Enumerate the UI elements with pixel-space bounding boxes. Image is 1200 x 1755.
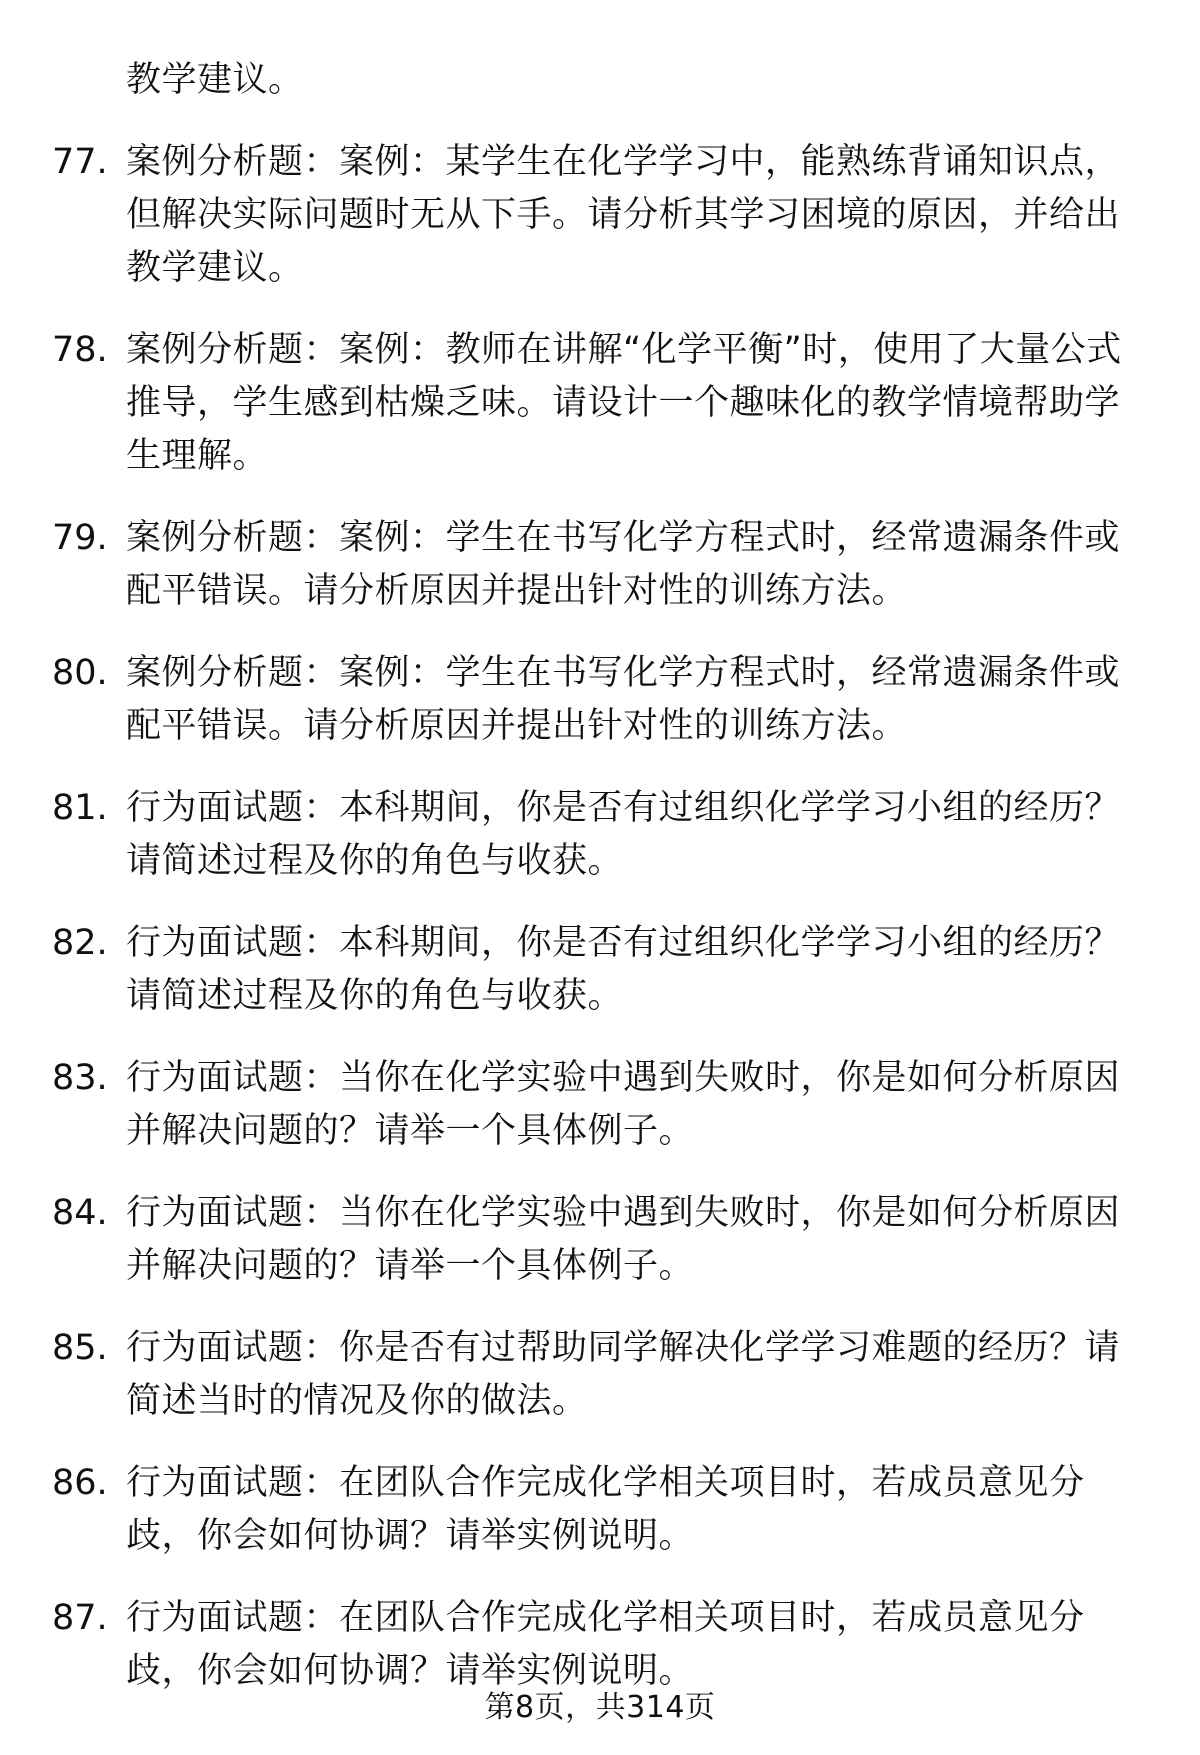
question-text: 案例分析题：案例：某学生在化学学习中，能熟练背诵知识点，但解决实际问题时无从下手。请分析其学习困境的原因，并给出教学建议。 — [126, 142, 1121, 288]
question-item — [52, 136, 1152, 295]
question-number: 80. — [52, 653, 108, 693]
question-number: 86. — [52, 1463, 108, 1503]
question-item — [52, 1592, 1152, 1698]
question-text: 行为面试题：本科期间，你是否有过组织化学学习小组的经历？请简述过程及你的角色与收获。 — [126, 923, 1121, 1016]
question-item — [52, 1187, 1152, 1293]
question-number: 85. — [52, 1328, 108, 1368]
question-list — [52, 54, 1152, 1698]
question-number: 82. — [52, 923, 108, 963]
question-item — [52, 782, 1152, 888]
question-text: 案例分析题：案例：教师在讲解“化学平衡”时，使用了大量公式推导，学生感到枯燥乏味。请设计一个趣味化的教学情境帮助学生理解。 — [126, 330, 1122, 476]
question-item — [52, 1052, 1152, 1158]
question-number: 77. — [52, 142, 108, 182]
question-number: 87. — [52, 1598, 108, 1638]
question-item — [52, 1322, 1152, 1428]
question-number: 78. — [52, 330, 108, 370]
question-text: 行为面试题：当你在化学实验中遇到失败时，你是如何分析原因并解决问题的？请举一个具体例子。 — [126, 1058, 1121, 1151]
question-number: 81. — [52, 788, 108, 828]
question-text: 行为面试题：在团队合作完成化学相关项目时，若成员意见分歧，你会如何协调？请举实例说明。 — [126, 1463, 1085, 1556]
continuation-text: 教学建议。 — [126, 60, 304, 100]
question-item — [52, 1457, 1152, 1563]
question-item — [52, 324, 1152, 483]
question-number: 84. — [52, 1193, 108, 1233]
question-item — [52, 647, 1152, 753]
question-text: 案例分析题：案例：学生在书写化学方程式时，经常遗漏条件或配平错误。请分析原因并提出针对性的训练方法。 — [126, 518, 1121, 611]
question-text: 行为面试题：在团队合作完成化学相关项目时，若成员意见分歧，你会如何协调？请举实例说明。 — [126, 1598, 1085, 1691]
question-text: 行为面试题：本科期间，你是否有过组织化学学习小组的经历？请简述过程及你的角色与收获。 — [126, 788, 1121, 881]
question-text: 行为面试题：当你在化学实验中遇到失败时，你是如何分析原因并解决问题的？请举一个具体例子。 — [126, 1193, 1121, 1286]
question-item — [52, 512, 1152, 618]
question-text: 案例分析题：案例：学生在书写化学方程式时，经常遗漏条件或配平错误。请分析原因并提出针对性的训练方法。 — [126, 653, 1121, 746]
question-item — [52, 917, 1152, 1023]
question-text: 行为面试题：你是否有过帮助同学解决化学学习难题的经历？请简述当时的情况及你的做法。 — [126, 1328, 1121, 1421]
page-footer: 第8页，共314页 — [484, 1690, 716, 1725]
question-number: 79. — [52, 518, 108, 558]
question-number: 83. — [52, 1058, 108, 1098]
